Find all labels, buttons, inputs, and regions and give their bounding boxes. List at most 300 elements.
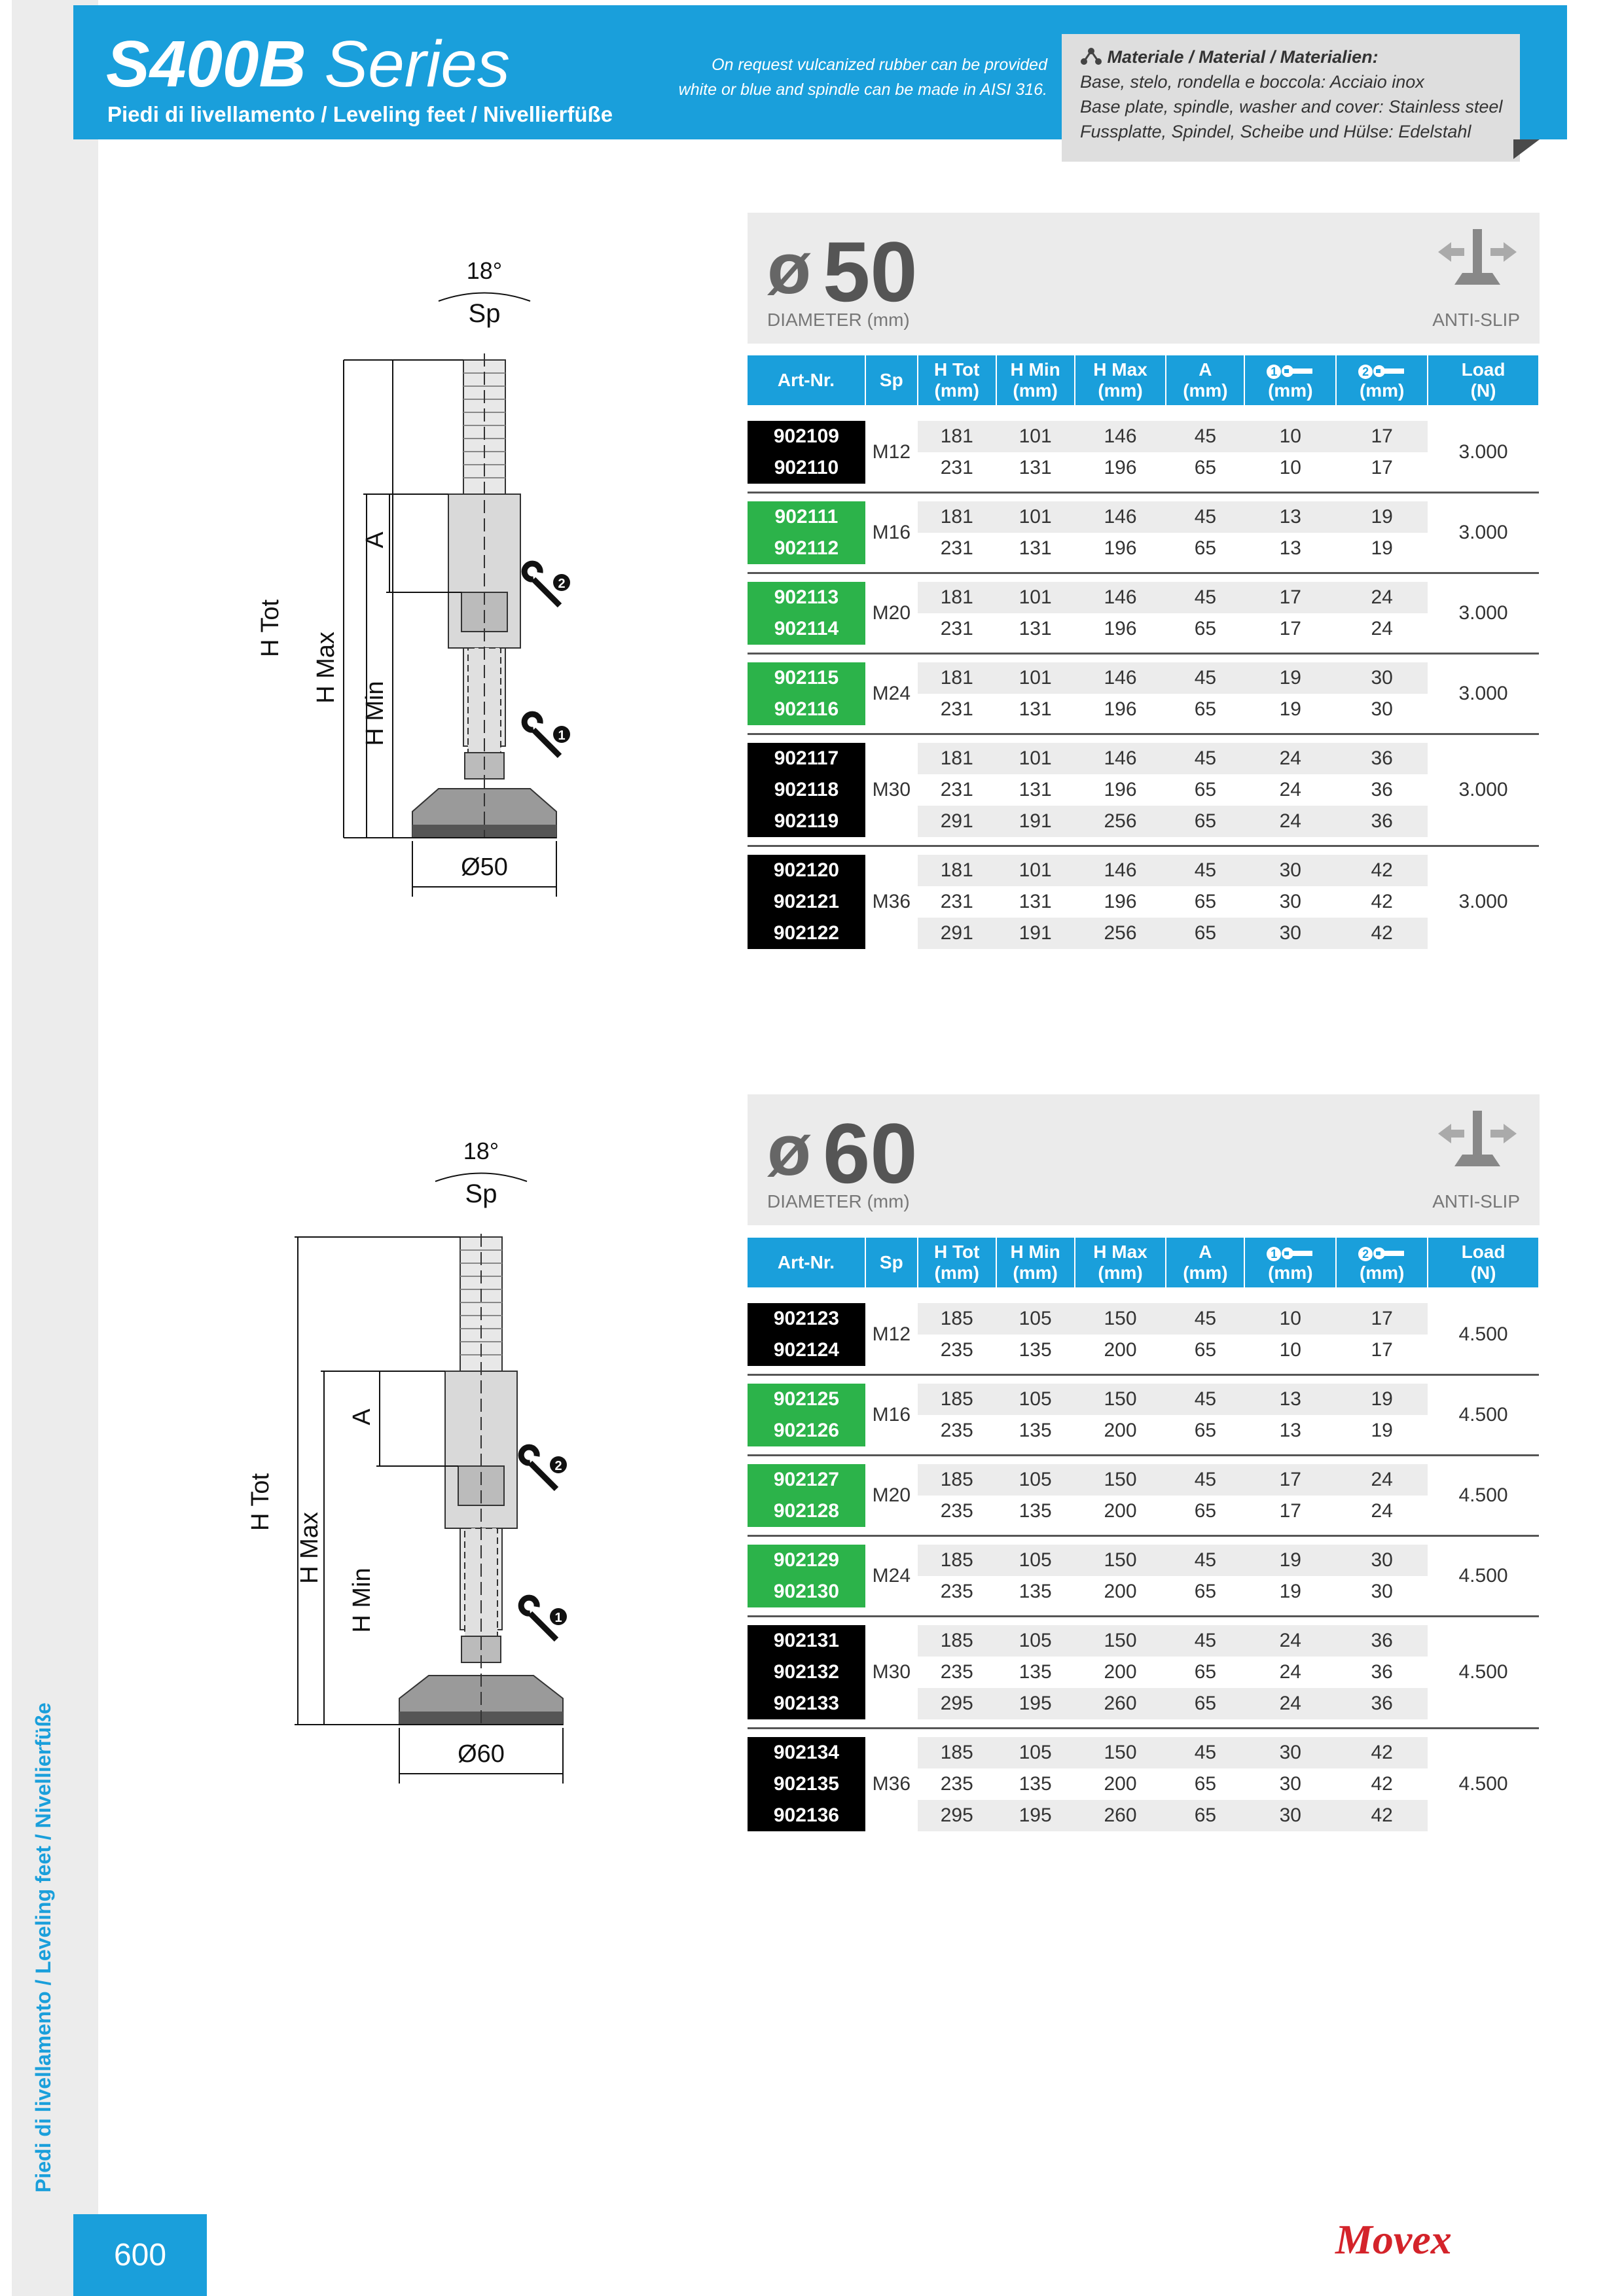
note-line-1: On request vulcanized rubber can be provided [712, 56, 1047, 74]
value-cell: 24 [1371, 1500, 1393, 1522]
table-row [748, 855, 1539, 886]
value-cell: 135 [1019, 1339, 1052, 1361]
wrench-2-icon [521, 1447, 567, 1489]
sp-cell: M30 [872, 779, 911, 800]
value-cell: 256 [1075, 806, 1166, 837]
value-cell: 135 [1019, 1581, 1052, 1602]
value-cell: 185 [918, 1303, 996, 1335]
value-cell: 135 [1019, 1773, 1052, 1795]
value-cell: 101 [996, 501, 1075, 533]
table-row [748, 1545, 1539, 1576]
materials-heading: Materiale / Material / Materialien: [1080, 45, 1502, 69]
value-cell: 65 [1194, 1773, 1217, 1795]
value-cell: 17 [1371, 457, 1393, 478]
value-cell: 131 [1019, 457, 1052, 478]
value-cell: 185 [918, 1464, 996, 1496]
art-number: 902112 [748, 533, 865, 564]
value-cell: 150 [1075, 1545, 1166, 1576]
value-cell: 191 [996, 806, 1075, 837]
table-row [748, 582, 1539, 613]
art-number: 902129 [748, 1545, 865, 1576]
value-cell: 45 [1166, 743, 1244, 774]
col-htot: H Tot (mm) [918, 1238, 996, 1287]
col-hmin: H Min (mm) [996, 1238, 1075, 1287]
value-cell: 146 [1075, 582, 1166, 613]
value-cell: 185 [918, 1545, 996, 1576]
angle-label: 18° [466, 257, 503, 284]
anti-slip-label: ANTI-SLIP [1432, 310, 1520, 330]
load-cell: 4.500 [1458, 1773, 1508, 1795]
value-cell: 200 [1104, 1339, 1137, 1361]
wrench-1-header-icon: 1 [1267, 365, 1281, 379]
value-cell: 181 [918, 743, 996, 774]
value-cell: 256 [1075, 918, 1166, 949]
value-cell: 65 [1194, 537, 1217, 559]
col-hmax: H Max (mm) [1075, 1238, 1166, 1287]
value-cell: 65 [1166, 1800, 1244, 1831]
a-label: A [361, 531, 389, 548]
value-cell: 17 [1244, 1464, 1336, 1496]
value-cell: 30 [1244, 1737, 1336, 1768]
art-number: 902127 [748, 1464, 865, 1496]
value-cell: 24 [1244, 1625, 1336, 1657]
art-number: 902126 [748, 1415, 865, 1446]
value-cell: 181 [918, 662, 996, 694]
value-cell: 19 [1371, 537, 1393, 559]
sp-cell: M24 [872, 683, 911, 704]
art-number: 902131 [748, 1625, 865, 1657]
value-cell: 19 [1279, 698, 1301, 720]
load-cell: 3.000 [1458, 683, 1508, 704]
value-cell: 185 [918, 1384, 996, 1415]
art-number: 902125 [748, 1384, 865, 1415]
art-number: 902130 [748, 1576, 865, 1607]
sp-cell: M16 [872, 522, 911, 543]
value-cell: 105 [996, 1384, 1075, 1415]
materials-en: Base plate, spindle, washer and cover: Stainless steel [1080, 97, 1503, 117]
load-cell: 4.500 [1458, 1484, 1508, 1506]
sp-label: Sp [465, 1179, 497, 1208]
art-number: 902110 [748, 452, 865, 484]
value-cell: 30 [1336, 662, 1428, 694]
value-cell: 30 [1244, 918, 1336, 949]
value-cell: 200 [1104, 1500, 1137, 1522]
value-cell: 24 [1371, 618, 1393, 639]
value-cell: 13 [1244, 1384, 1336, 1415]
value-cell: 146 [1075, 855, 1166, 886]
value-cell: 45 [1166, 1384, 1244, 1415]
material-icon [1080, 47, 1102, 65]
sp-cell: M20 [872, 1484, 911, 1506]
value-cell: 10 [1244, 421, 1336, 452]
wrench-2-header-icon: 2 [1358, 1247, 1373, 1261]
value-cell: 17 [1336, 421, 1428, 452]
value-cell: 30 [1279, 1773, 1301, 1795]
value-cell: 101 [996, 421, 1075, 452]
value-cell: 65 [1194, 457, 1217, 478]
col-sp: Sp [865, 355, 918, 405]
value-cell: 135 [1019, 1420, 1052, 1441]
value-cell: 146 [1075, 662, 1166, 694]
value-cell: 131 [1019, 618, 1052, 639]
value-cell: 185 [918, 1625, 996, 1657]
value-cell: 17 [1371, 1339, 1393, 1361]
hmin-label: H Min [361, 681, 389, 746]
value-cell: 150 [1075, 1303, 1166, 1335]
value-cell: 101 [996, 855, 1075, 886]
value-cell: 65 [1194, 698, 1217, 720]
value-cell: 13 [1244, 501, 1336, 533]
art-number: 902123 [748, 1303, 865, 1335]
value-cell: 17 [1279, 618, 1301, 639]
request-note [628, 52, 1047, 102]
value-cell: 36 [1336, 806, 1428, 837]
svg-text:1: 1 [554, 1611, 562, 1625]
sp-cell: M36 [872, 891, 911, 912]
value-cell: 19 [1336, 1384, 1428, 1415]
value-cell: 231 [940, 618, 973, 639]
col-art: Art-Nr. [748, 1238, 865, 1287]
art-number: 902134 [748, 1737, 865, 1768]
value-cell: 45 [1166, 662, 1244, 694]
value-cell: 45 [1166, 855, 1244, 886]
anti-slip-icon [1435, 1107, 1520, 1173]
art-number: 902113 [748, 582, 865, 613]
table-row [748, 1303, 1539, 1335]
diameter-label: DIAMETER (mm) [767, 310, 910, 330]
load-cell: 3.000 [1458, 522, 1508, 543]
value-cell: 231 [940, 537, 973, 559]
value-cell: 181 [918, 855, 996, 886]
value-cell: 36 [1336, 1688, 1428, 1719]
value-cell: 65 [1194, 1661, 1217, 1683]
value-cell: 101 [996, 582, 1075, 613]
value-cell: 45 [1166, 1625, 1244, 1657]
load-cell: 4.500 [1458, 1661, 1508, 1683]
col-wrench2: 2 (mm) [1336, 1238, 1428, 1287]
value-cell: 196 [1104, 891, 1137, 912]
col-load: Load (N) [1428, 355, 1539, 405]
value-cell: 36 [1336, 1625, 1428, 1657]
hmax-label: H Max [296, 1512, 323, 1584]
technical-drawing-50 [242, 249, 609, 929]
table-row [748, 1737, 1539, 1768]
hmax-label: H Max [312, 632, 340, 704]
value-cell: 200 [1104, 1661, 1137, 1683]
value-cell: 200 [1104, 1581, 1137, 1602]
wrench-1-icon [524, 714, 570, 756]
load-cell: 4.500 [1458, 1404, 1508, 1426]
value-cell: 13 [1279, 537, 1301, 559]
col-art: Art-Nr. [748, 355, 865, 405]
col-load: Load (N) [1428, 1238, 1539, 1287]
value-cell: 191 [996, 918, 1075, 949]
hmin-label: H Min [348, 1568, 376, 1633]
col-wrench2: 2 (mm) [1336, 355, 1428, 405]
value-cell: 105 [996, 1303, 1075, 1335]
value-cell: 45 [1166, 1737, 1244, 1768]
value-cell: 196 [1104, 537, 1137, 559]
sp-cell: M24 [872, 1565, 911, 1587]
value-cell: 45 [1166, 582, 1244, 613]
value-cell: 200 [1104, 1420, 1137, 1441]
base-diameter-label: Ø60 [458, 1740, 505, 1768]
value-cell: 45 [1166, 1464, 1244, 1496]
value-cell: 146 [1075, 421, 1166, 452]
value-cell: 24 [1279, 1661, 1301, 1683]
sidebar-strip [0, 0, 12, 2296]
base-diameter-label: Ø50 [461, 853, 508, 881]
value-cell: 231 [940, 698, 973, 720]
value-cell: 17 [1279, 1500, 1301, 1522]
col-wrench1: 1 (mm) [1244, 1238, 1336, 1287]
value-cell: 150 [1075, 1737, 1166, 1768]
value-cell: 65 [1166, 1688, 1244, 1719]
sp-cell: M36 [872, 1773, 911, 1795]
sp-cell: M30 [872, 1661, 911, 1683]
materials-block [1080, 45, 1502, 144]
art-number: 902122 [748, 918, 865, 949]
svg-text:1: 1 [558, 728, 566, 743]
value-cell: 24 [1336, 1464, 1428, 1496]
value-cell: 65 [1194, 891, 1217, 912]
art-number: 902135 [748, 1768, 865, 1800]
page-number: 600 [73, 2214, 207, 2296]
art-number: 902114 [748, 613, 865, 645]
value-cell: 30 [1279, 891, 1301, 912]
angle-label: 18° [463, 1138, 499, 1164]
value-cell: 42 [1336, 855, 1428, 886]
table-row [748, 421, 1539, 452]
value-cell: 260 [1075, 1688, 1166, 1719]
art-number: 902118 [748, 774, 865, 806]
art-number: 902109 [748, 421, 865, 452]
value-cell: 42 [1371, 891, 1393, 912]
value-cell: 24 [1244, 806, 1336, 837]
value-cell: 19 [1244, 1545, 1336, 1576]
value-cell: 146 [1075, 743, 1166, 774]
value-cell: 105 [996, 1545, 1075, 1576]
value-cell: 181 [918, 421, 996, 452]
art-number: 902133 [748, 1688, 865, 1719]
value-cell: 131 [1019, 779, 1052, 800]
value-cell: 65 [1194, 618, 1217, 639]
materials-de: Fussplatte, Spindel, Scheibe und Hülse: Edelstahl [1080, 122, 1471, 141]
value-cell: 146 [1075, 501, 1166, 533]
value-cell: 231 [940, 779, 973, 800]
table-row [748, 501, 1539, 533]
value-cell: 42 [1336, 918, 1428, 949]
value-cell: 24 [1244, 743, 1336, 774]
load-cell: 3.000 [1458, 779, 1508, 800]
value-cell: 235 [940, 1661, 973, 1683]
col-a: A (mm) [1166, 355, 1244, 405]
value-cell: 260 [1075, 1800, 1166, 1831]
value-cell: 30 [1244, 855, 1336, 886]
value-cell: 235 [940, 1773, 973, 1795]
table-row [748, 743, 1539, 774]
col-htot: H Tot (mm) [918, 355, 996, 405]
value-cell: 135 [1019, 1661, 1052, 1683]
value-cell: 196 [1104, 698, 1137, 720]
table-row [748, 1384, 1539, 1415]
value-cell: 10 [1279, 1339, 1301, 1361]
art-number: 902128 [748, 1496, 865, 1527]
col-hmin: H Min (mm) [996, 355, 1075, 405]
value-cell: 65 [1194, 1500, 1217, 1522]
sp-cell: M16 [872, 1404, 911, 1426]
wrench-2-header-icon: 2 [1358, 365, 1373, 379]
side-category-text: Piedi di livellamento / Leveling feet / Nivellierfüße [31, 1702, 55, 2193]
load-cell: 4.500 [1458, 1565, 1508, 1587]
value-cell: 235 [940, 1581, 973, 1602]
anti-slip-icon [1435, 226, 1520, 291]
value-cell: 131 [1019, 698, 1052, 720]
value-cell: 150 [1075, 1384, 1166, 1415]
value-cell: 131 [1019, 537, 1052, 559]
value-cell: 105 [996, 1625, 1075, 1657]
value-cell: 13 [1279, 1420, 1301, 1441]
value-cell: 42 [1336, 1737, 1428, 1768]
value-cell: 295 [918, 1688, 996, 1719]
wrench-1-icon [521, 1598, 567, 1640]
htot-label: H Tot [257, 599, 284, 658]
value-cell: 36 [1336, 743, 1428, 774]
a-label: A [348, 1408, 376, 1426]
art-number: 902119 [748, 806, 865, 837]
value-cell: 65 [1194, 779, 1217, 800]
value-cell: 17 [1336, 1303, 1428, 1335]
table-row [748, 1625, 1539, 1657]
value-cell: 291 [918, 918, 996, 949]
value-cell: 181 [918, 501, 996, 533]
value-cell: 19 [1371, 1420, 1393, 1441]
sp-label: Sp [468, 299, 501, 328]
value-cell: 19 [1244, 662, 1336, 694]
value-cell: 30 [1371, 698, 1393, 720]
value-cell: 65 [1194, 1581, 1217, 1602]
diameter-box-60 [748, 1094, 1540, 1225]
value-cell: 17 [1244, 582, 1336, 613]
value-cell: 24 [1244, 1688, 1336, 1719]
col-sp: Sp [865, 1238, 918, 1287]
wrench-2-icon [524, 564, 570, 605]
load-cell: 4.500 [1458, 1323, 1508, 1345]
value-cell: 231 [940, 891, 973, 912]
diameter-value: 60 [823, 1105, 918, 1201]
value-cell: 45 [1166, 1303, 1244, 1335]
value-cell: 105 [996, 1464, 1075, 1496]
value-cell: 105 [996, 1737, 1075, 1768]
value-cell: 42 [1371, 1773, 1393, 1795]
value-cell: 65 [1194, 1420, 1217, 1441]
value-cell: 19 [1336, 501, 1428, 533]
value-cell: 45 [1166, 421, 1244, 452]
art-number: 902121 [748, 886, 865, 918]
brand-logo: Movex [1335, 2216, 1452, 2263]
value-cell: 24 [1336, 582, 1428, 613]
materials-it: Base, stelo, rondella e boccola: Acciaio inox [1080, 72, 1424, 92]
diameter-label: DIAMETER (mm) [767, 1191, 910, 1211]
anti-slip-label: ANTI-SLIP [1432, 1191, 1520, 1211]
sp-cell: M12 [872, 1323, 911, 1345]
technical-drawing-60 [232, 1129, 612, 1810]
value-cell: 30 [1244, 1800, 1336, 1831]
col-hmax: H Max (mm) [1075, 355, 1166, 405]
art-number: 902120 [748, 855, 865, 886]
value-cell: 36 [1371, 779, 1393, 800]
value-cell: 235 [940, 1339, 973, 1361]
value-cell: 150 [1075, 1464, 1166, 1496]
series-subtitle: Piedi di livellamento / Leveling feet / Nivellierfüße [107, 102, 613, 126]
value-cell: 65 [1166, 918, 1244, 949]
value-cell: 235 [940, 1420, 973, 1441]
value-cell: 131 [1019, 891, 1052, 912]
col-wrench1: 1 (mm) [1244, 355, 1336, 405]
value-cell: 231 [940, 457, 973, 478]
diameter-box-50 [748, 213, 1540, 344]
value-cell: 65 [1166, 806, 1244, 837]
value-cell: 150 [1075, 1625, 1166, 1657]
table-row [748, 1464, 1539, 1496]
series-title: S400B Series [106, 27, 510, 101]
diameter-symbol: ø [767, 1110, 812, 1191]
value-cell: 10 [1279, 457, 1301, 478]
spec-table-60 [748, 1238, 1540, 1831]
value-cell: 65 [1194, 1339, 1217, 1361]
value-cell: 295 [918, 1800, 996, 1831]
value-cell: 200 [1104, 1773, 1137, 1795]
value-cell: 101 [996, 743, 1075, 774]
note-line-2: white or blue and spindle can be made in AISI 316. [678, 81, 1047, 99]
value-cell: 196 [1104, 618, 1137, 639]
value-cell: 196 [1104, 779, 1137, 800]
art-number: 902132 [748, 1657, 865, 1688]
value-cell: 36 [1371, 1661, 1393, 1683]
value-cell: 45 [1166, 1545, 1244, 1576]
value-cell: 42 [1336, 1800, 1428, 1831]
art-number: 902136 [748, 1800, 865, 1831]
value-cell: 181 [918, 582, 996, 613]
htot-label: H Tot [247, 1473, 274, 1532]
value-cell: 45 [1166, 501, 1244, 533]
value-cell: 135 [1019, 1500, 1052, 1522]
value-cell: 195 [996, 1688, 1075, 1719]
spec-table-50 [748, 355, 1540, 949]
load-cell: 3.000 [1458, 602, 1508, 624]
load-cell: 3.000 [1458, 891, 1508, 912]
wrench-1-header-icon: 1 [1267, 1247, 1281, 1261]
panel-corner [1513, 139, 1540, 159]
sp-cell: M20 [872, 602, 911, 624]
value-cell: 19 [1279, 1581, 1301, 1602]
art-number: 902116 [748, 694, 865, 725]
diameter-value: 50 [823, 224, 918, 319]
svg-text:2: 2 [558, 577, 566, 591]
art-number: 902115 [748, 662, 865, 694]
svg-text:2: 2 [554, 1459, 562, 1473]
value-cell: 195 [996, 1800, 1075, 1831]
value-cell: 10 [1244, 1303, 1336, 1335]
value-cell: 185 [918, 1737, 996, 1768]
sp-cell: M12 [872, 441, 911, 463]
art-number: 902124 [748, 1335, 865, 1366]
art-number: 902111 [748, 501, 865, 533]
art-number: 902117 [748, 743, 865, 774]
table-row [748, 662, 1539, 694]
diameter-symbol: ø [767, 228, 812, 309]
value-cell: 24 [1279, 779, 1301, 800]
